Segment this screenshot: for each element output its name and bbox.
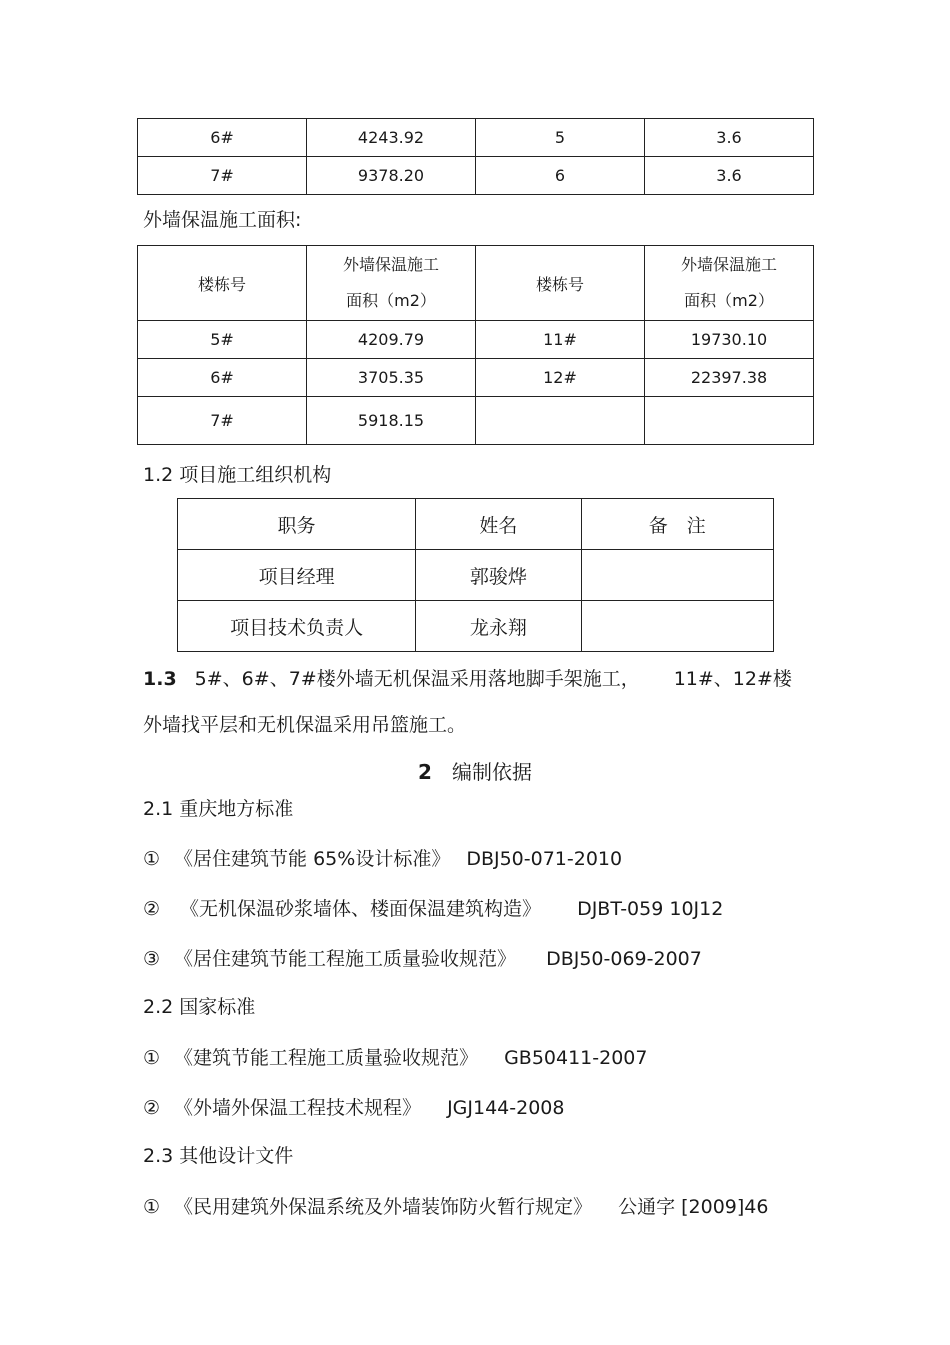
table-row	[138, 359, 814, 397]
list-marker: ①	[143, 1196, 161, 1218]
table-cell: 22397.38	[645, 359, 814, 397]
list-marker: ①	[143, 848, 161, 870]
table-cell: 7#	[138, 157, 307, 195]
header-line: 外墙保温施工	[680, 255, 777, 274]
table-cell: 11#	[476, 321, 645, 359]
table-cell	[645, 397, 814, 445]
standard-code: GB50411-2007	[504, 1047, 648, 1069]
table-cell: 5#	[138, 321, 307, 359]
table-cell	[581, 601, 773, 652]
table-cell: 项目技术负责人	[178, 601, 416, 652]
section-1-3-line2: 外墙找平层和无机保温采用吊篮施工。	[143, 714, 467, 736]
standard-title: 《外墙外保温工程技术规程》	[174, 1097, 422, 1119]
table-row	[138, 119, 814, 157]
section-heading-2-1: 2.1 重庆地方标准	[143, 798, 294, 820]
insulation-area-heading: 外墙保温施工面积:	[143, 209, 302, 231]
building-floor-table	[137, 118, 814, 195]
section-heading-2-3: 2.3 其他设计文件	[143, 1145, 294, 1167]
table-cell: 12#	[476, 359, 645, 397]
organization-table	[177, 498, 774, 652]
table-cell: 5918.15	[307, 397, 476, 445]
table-cell: 郭骏烨	[416, 550, 581, 601]
standard-code: JGJ144-2008	[447, 1097, 565, 1119]
chapter-title: 编制依据	[451, 760, 532, 784]
header-cell: 职务	[178, 499, 416, 550]
header-cell	[645, 246, 814, 321]
list-marker: ②	[143, 898, 161, 920]
standard-title: 《建筑节能工程施工质量验收规范》	[174, 1047, 479, 1069]
list-item	[143, 1195, 768, 1219]
table-header-row	[138, 246, 814, 321]
list-item	[143, 1046, 647, 1070]
paragraph-text: 11#、12#楼	[673, 668, 792, 690]
table-cell: 龙永翔	[416, 601, 581, 652]
table-row	[178, 601, 774, 652]
standard-code: DJBT-059 10J12	[577, 898, 724, 920]
header-line: 外墙保温施工	[342, 255, 439, 274]
header-cell: 姓名	[416, 499, 581, 550]
table-cell: 6#	[138, 359, 307, 397]
section-1-3-line1	[143, 667, 792, 691]
header-cell: 楼栋号	[476, 246, 645, 321]
standard-title: 《无机保温砂浆墙体、楼面保温建筑构造》	[180, 898, 542, 920]
section-number: 1.3	[143, 668, 177, 690]
section-heading-2-2: 2.2 国家标准	[143, 996, 256, 1018]
header-cell	[307, 246, 476, 321]
list-item	[143, 1096, 564, 1120]
table-header-row	[178, 499, 774, 550]
standard-title: 《民用建筑外保温系统及外墙装饰防火暂行规定》	[174, 1196, 593, 1218]
section-heading-1-2: 1.2 项目施工组织机构	[143, 464, 332, 486]
chapter-heading	[0, 756, 950, 785]
list-marker: ③	[143, 948, 161, 970]
table-cell	[581, 550, 773, 601]
list-marker: ①	[143, 1047, 161, 1069]
header-cell: 楼栋号	[138, 246, 307, 321]
insulation-area-table	[137, 245, 814, 445]
table-row	[138, 321, 814, 359]
table-cell: 4243.92	[307, 119, 476, 157]
standard-code: DBJ50-069-2007	[546, 948, 702, 970]
table-cell: 9378.20	[307, 157, 476, 195]
table-row	[138, 157, 814, 195]
header-line: 面积（m2）	[684, 291, 774, 310]
table-cell: 7#	[138, 397, 307, 445]
table-cell: 3.6	[645, 157, 814, 195]
standard-code: 公通字 [2009]46	[618, 1196, 769, 1218]
table-cell: 3705.35	[307, 359, 476, 397]
header-line: 面积（m2）	[346, 291, 436, 310]
table-cell: 6#	[138, 119, 307, 157]
table-cell	[476, 397, 645, 445]
header-cell: 备 注	[581, 499, 773, 550]
list-marker: ②	[143, 1097, 161, 1119]
standard-code: DBJ50-071-2010	[466, 848, 623, 870]
table-cell: 项目经理	[178, 550, 416, 601]
table-cell: 4209.79	[307, 321, 476, 359]
chapter-number: 2	[418, 760, 432, 784]
list-item	[143, 847, 622, 871]
table-cell: 5	[476, 119, 645, 157]
table-cell: 19730.10	[645, 321, 814, 359]
table-row	[178, 550, 774, 601]
table-cell: 3.6	[645, 119, 814, 157]
table-cell: 6	[476, 157, 645, 195]
table-row	[138, 397, 814, 445]
list-item	[143, 897, 723, 921]
standard-title: 《居住建筑节能 65%设计标准》	[174, 848, 451, 870]
standard-title: 《居住建筑节能工程施工质量验收规范》	[174, 948, 517, 970]
paragraph-text: 5#、6#、7#楼外墙无机保温采用落地脚手架施工，	[194, 668, 640, 690]
list-item	[143, 947, 702, 971]
